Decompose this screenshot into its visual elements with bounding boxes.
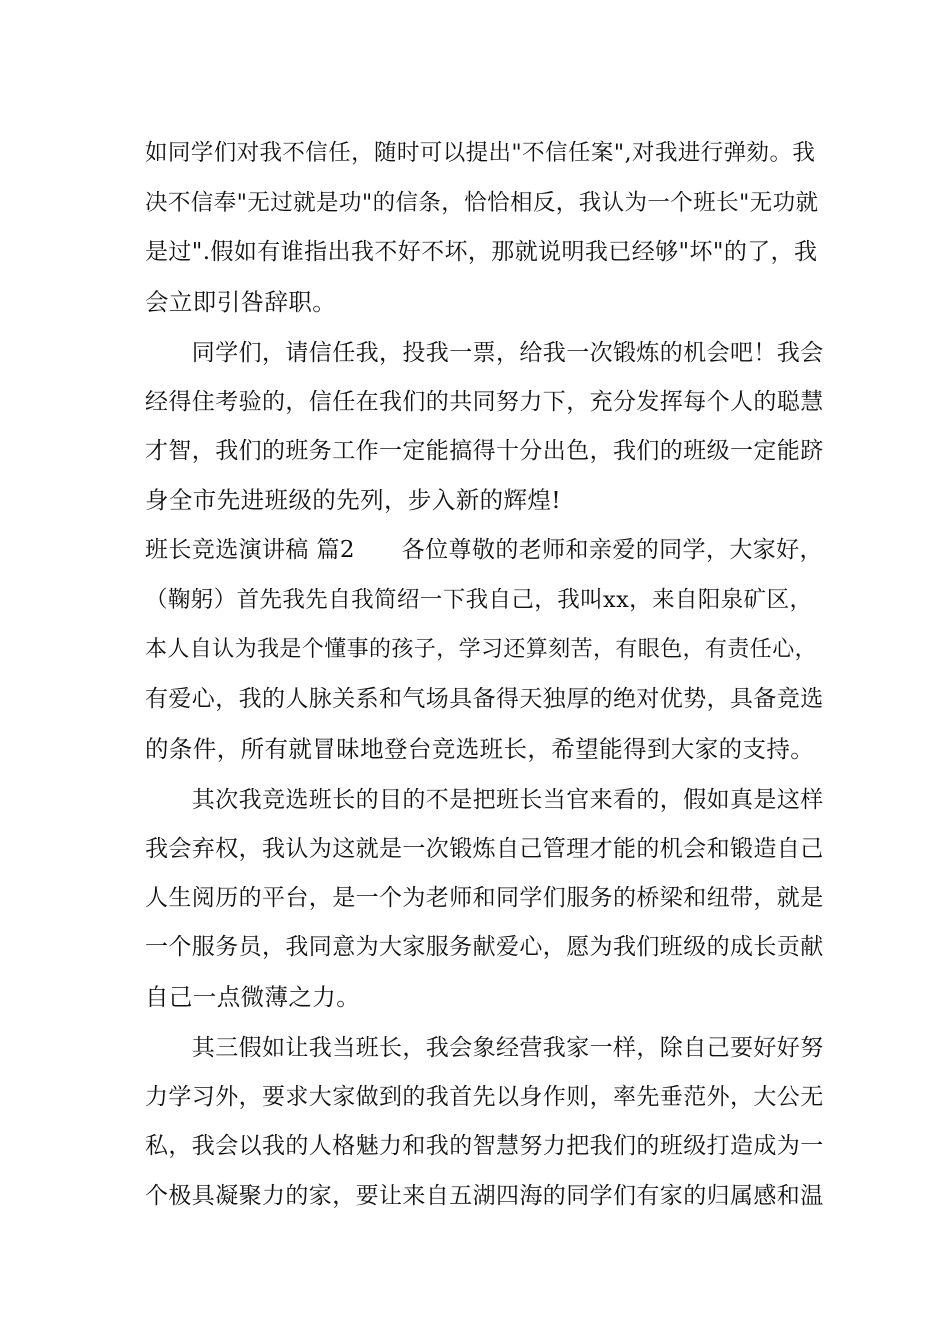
text-line-19: 其三假如让我当班长，我会象经营我家一样，除自己要好好努 (145, 1035, 824, 1061)
text-line-10: （鞠躬）首先我先自我简绍一下我自己，我叫xx，来自阳泉矿区， (145, 587, 813, 613)
text-line-4: 会立即引咎辞职。 (145, 288, 337, 316)
text-line-12: 有爱心，我的人脉关系和气场具备得天独厚的绝对优势，具备竞选 (145, 686, 824, 712)
text-line-13: 的条件，所有就冒昧地登台竞选班长，希望能得到大家的支持。 (145, 735, 815, 763)
section-heading-line: 班长竞选演讲稿 篇2 各位尊敬的老师和亲爱的同学，大家好， (145, 537, 823, 563)
text-line-18: 自己一点微薄之力。 (145, 983, 361, 1011)
text-line-1: 如同学们对我不信任，随时可以提出"不信任案",对我进行弹劾。我 (145, 140, 816, 166)
text-line-21: 私，我会以我的人格魅力和我的智慧努力把我们的班级打造成为一 (145, 1133, 824, 1159)
text-line-15: 我会弃权，我认为这就是一次锻炼自己管理才能的机会和锻造自己 (145, 836, 824, 862)
text-line-11: 本人自认为我是个懂事的孩子，学习还算刻苦，有眼色，有责任心， (145, 637, 818, 662)
text-line-17: 一个服务员，我同意为大家服务献爱心，愿为我们班级的成长贡献 (145, 934, 824, 960)
text-line-2: 决不信奉"无过就是功"的信条，恰恰相反，我认为一个班长"无功就 (145, 190, 819, 216)
text-line-8: 身全市先进班级的先列，步入新的辉煌! (145, 486, 562, 514)
text-line-6: 经得住考验的，信任在我们的共同努力下，充分发挥每个人的聪慧 (145, 389, 824, 415)
text-line-20: 力学习外，要求大家做到的我首先以身作则，率先垂范外，大公无 (145, 1084, 824, 1110)
text-line-16: 人生阅历的平台，是一个为老师和同学们服务的桥梁和纽带，就是 (145, 885, 824, 911)
text-line-22: 个极具凝聚力的家，要让来自五湖四海的同学们有家的归属感和温 (145, 1183, 824, 1209)
text-line-3: 是过".假如有谁指出我不好不坏，那就说明我已经够"坏"的了，我 (145, 239, 818, 265)
text-line-7: 才智，我们的班务工作一定能搞得十分出色，我们的班级一定能跻 (145, 438, 824, 464)
text-line-14: 其次我竞选班长的目的不是把班长当官来看的，假如真是这样 (145, 787, 824, 813)
text-line-5: 同学们，请信任我，投我一票，给我一次锻炼的机会吧！我会 (145, 340, 824, 366)
